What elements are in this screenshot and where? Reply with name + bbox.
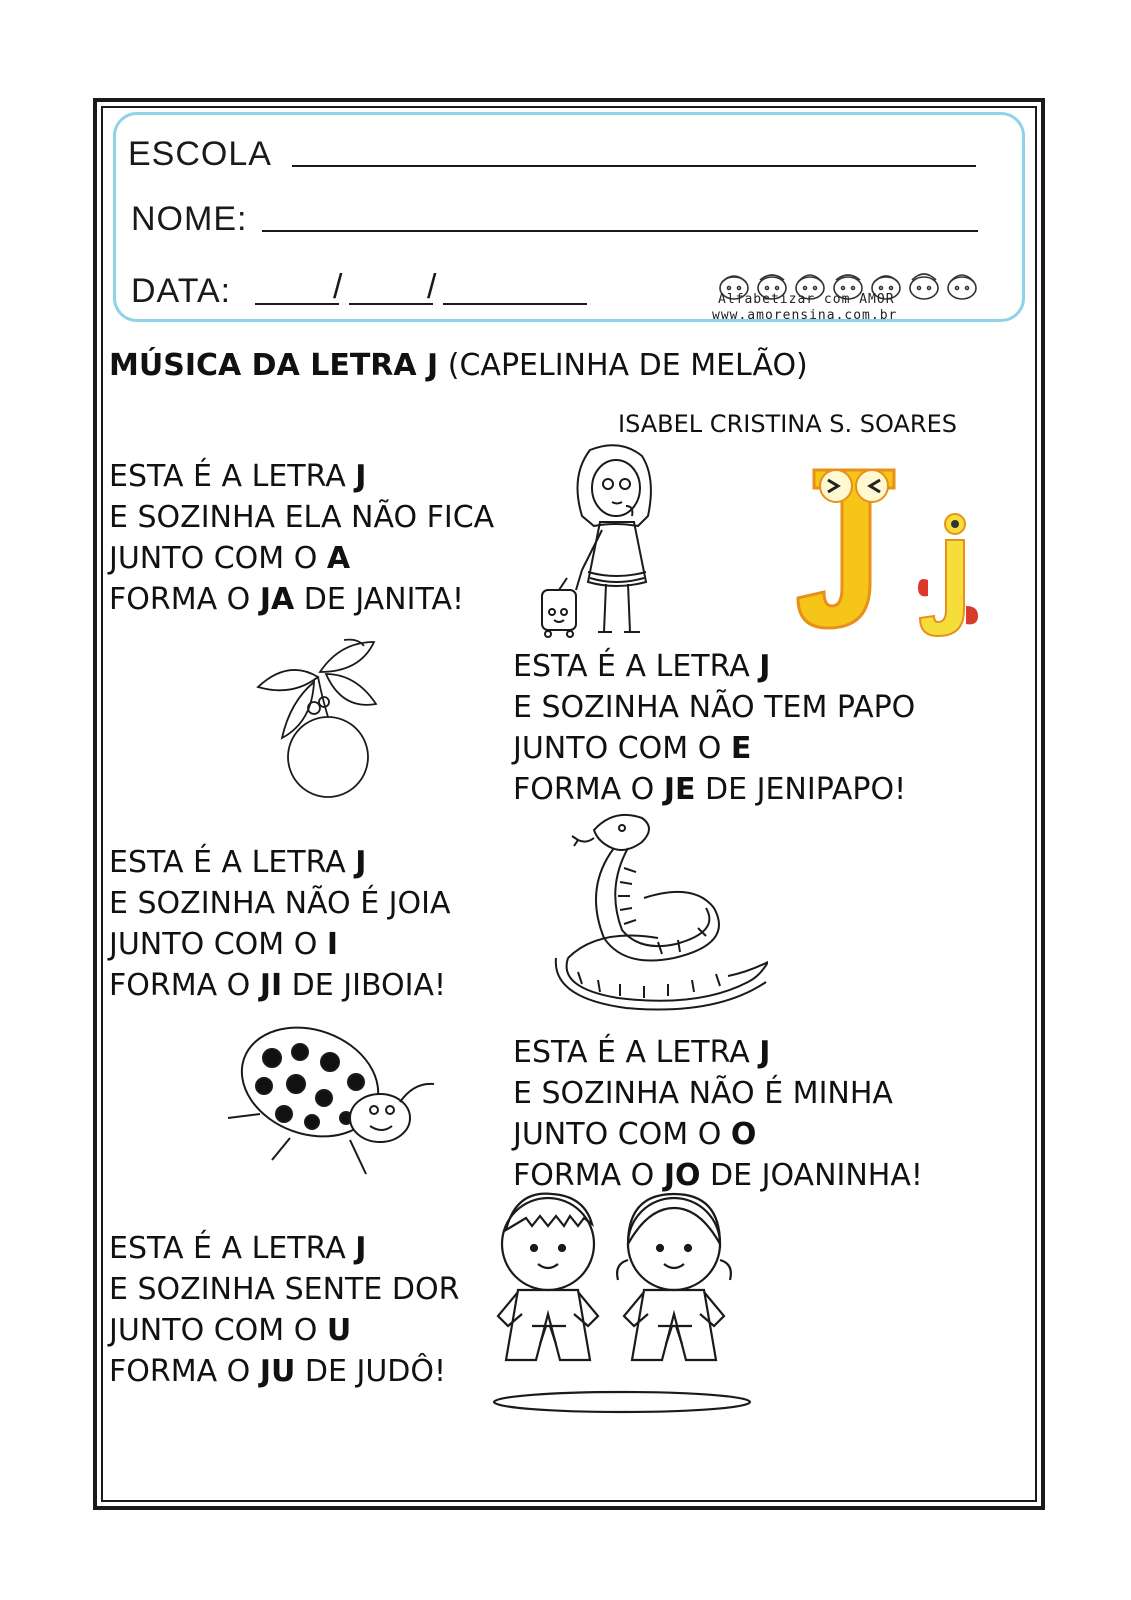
escola-field-line[interactable] — [292, 165, 976, 167]
title-rest: (CAPELINHA DE MELÃO) — [438, 348, 808, 383]
verse-ju — [109, 1228, 459, 1392]
date-day-line[interactable] — [255, 303, 339, 305]
verse-line: JUNTO COM O O — [513, 1117, 757, 1152]
verse-line: ESTA É A LETRA J — [513, 1035, 771, 1070]
verse-line: ESTA É A LETRA J — [109, 845, 367, 880]
verse-line: E SOZINHA ELA NÃO FICA — [109, 500, 495, 535]
verse-line: ESTA É A LETRA J — [513, 649, 771, 684]
date-year-line[interactable] — [443, 303, 587, 305]
verse-line: E SOZINHA NÃO TEM PAPO — [513, 690, 916, 725]
date-slash-2: / — [427, 268, 437, 306]
verse-line: JUNTO COM O E — [513, 731, 752, 766]
snake-icon — [548, 808, 768, 1018]
title-bold: MÚSICA DA LETRA J — [109, 348, 439, 383]
verse-line: JUNTO COM O U — [109, 1313, 352, 1348]
verse-line: E SOZINHA NÃO É MINHA — [513, 1076, 893, 1111]
verse-line: E SOZINHA SENTE DOR — [109, 1272, 460, 1307]
data-label: DATA: — [131, 272, 232, 310]
verse-je — [513, 646, 915, 810]
page-title — [109, 348, 808, 383]
verse-line: FORMA O JE DE JENIPAPO! — [513, 772, 907, 807]
verse-line: FORMA O JO DE JOANINHA! — [513, 1158, 923, 1193]
verse-line: ESTA É A LETRA J — [109, 1231, 367, 1266]
verse-jo — [513, 1032, 923, 1196]
verse-line: E SOZINHA NÃO É JOIA — [109, 886, 451, 921]
verse-line: ESTA É A LETRA J — [109, 459, 367, 494]
letter-j-characters-icon — [796, 450, 996, 650]
verse-line: FORMA O JU DE JUDÔ! — [109, 1354, 447, 1389]
verse-line: JUNTO COM O I — [109, 927, 339, 962]
judo-kids-icon — [492, 1190, 752, 1420]
verse-line: FORMA O JI DE JIBOIA! — [109, 968, 447, 1003]
logo-line-1: Alfabetizar com AMOR — [718, 292, 895, 307]
nome-label: NOME: — [131, 200, 248, 238]
verse-ji — [109, 842, 451, 1006]
logo-line-2: www.amorensina.com.br — [712, 308, 898, 323]
escola-label: ESCOLA — [128, 135, 272, 173]
author: ISABEL CRISTINA S. SOARES — [618, 410, 957, 438]
verse-line: JUNTO COM O A — [109, 541, 351, 576]
logo — [712, 270, 992, 330]
ladybug-icon — [220, 1022, 450, 1192]
date-month-line[interactable] — [349, 303, 433, 305]
girl-with-suitcase-icon — [528, 440, 688, 650]
jenipapo-fruit-icon — [250, 632, 400, 802]
verse-line: FORMA O JA DE JANITA! — [109, 582, 465, 617]
date-slash-1: / — [333, 268, 343, 306]
verse-ja — [109, 456, 494, 620]
nome-field-line[interactable] — [262, 230, 978, 232]
